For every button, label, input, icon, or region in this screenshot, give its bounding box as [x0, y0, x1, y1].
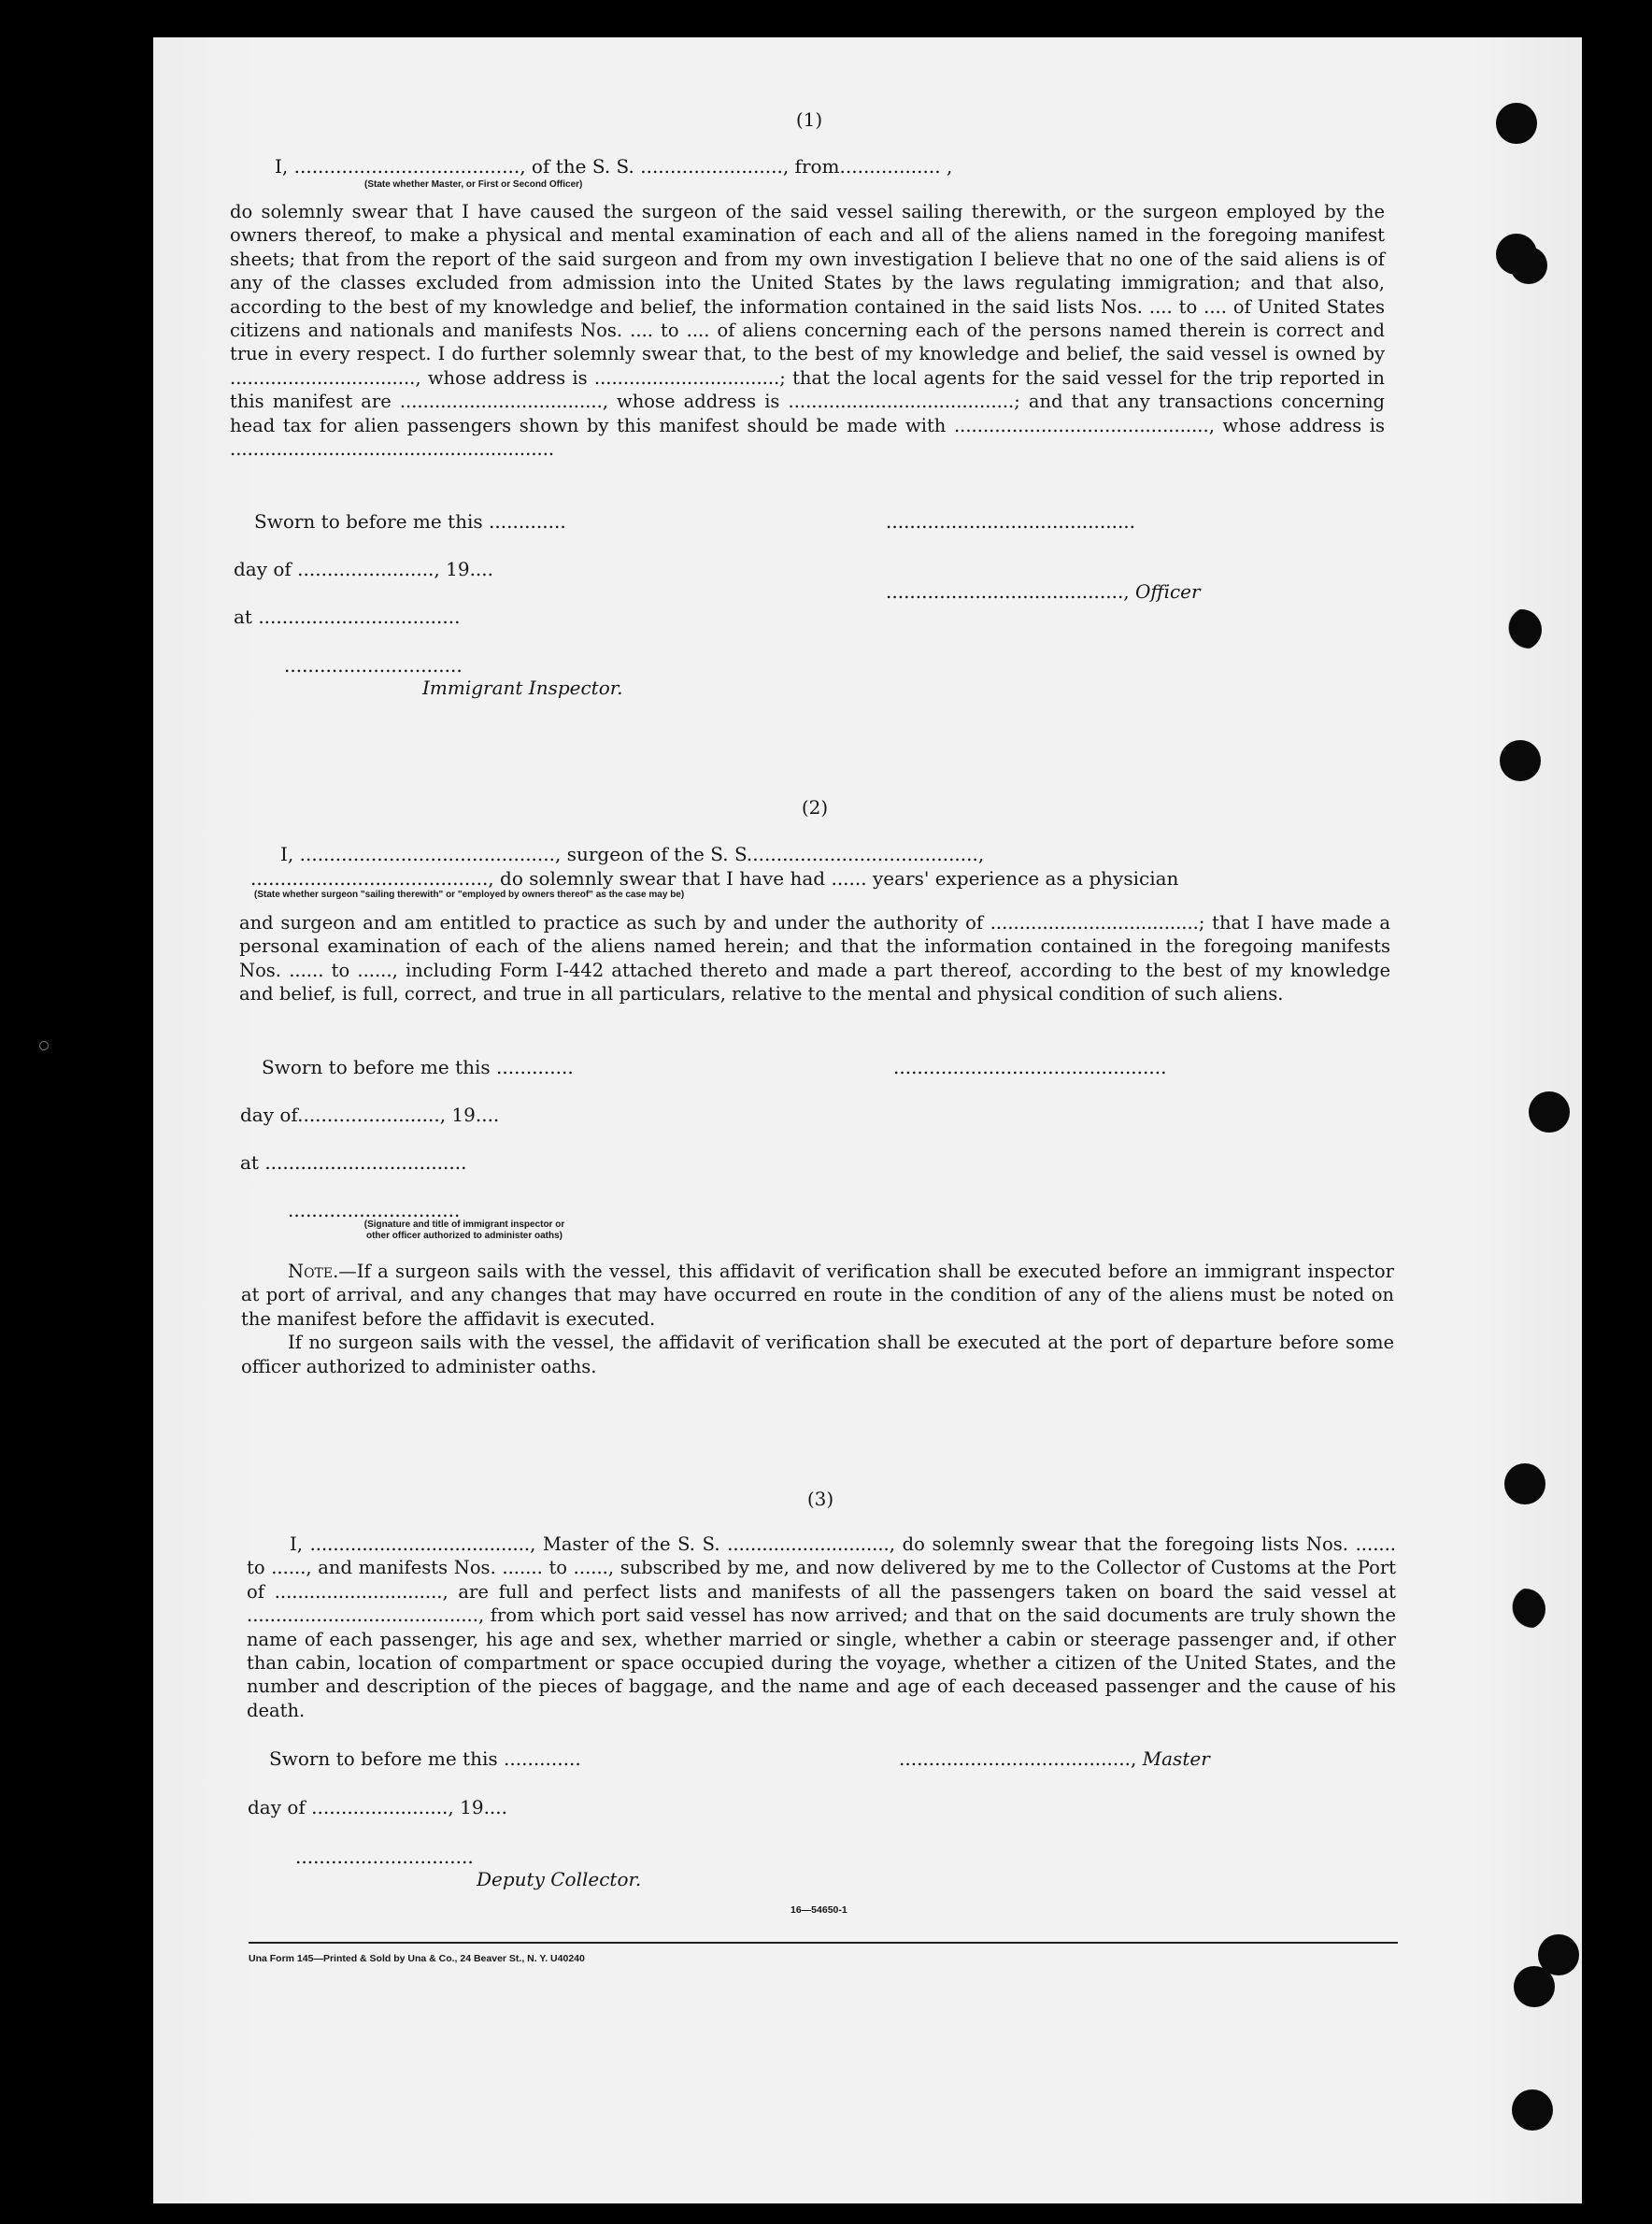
- master-label: Master: [1142, 1747, 1210, 1770]
- section2-signature-note: (Signature and title of immigrant inspector or other officer authorized to administer oaths): [363, 1219, 565, 1241]
- section3-affidavit-text: I, ......................................, Master of the S. S. ............................, do solemnly swear that the foregoing lists Nos. ....... to ......, and manifests Nos. ....... to ......, subscribed by me, and now delivered by me to the Collector of Customs at the Port of ............................., are full and perfect lists and manifests of all the passengers taken on board the said vessel at ........................................, from which port said vessel has now arrived; and that on the said documents are truly shown the name of each passenger, his age and sex, whether married or single, whether a cabin or steerage passenger and, if other than cabin, location of compartment or space occupied during the voyage, whether a citizen of the United States, and the number and description of the pieces of baggage, and the name and age of each deceased passenger and the cause of his death.: [247, 1533, 1396, 1721]
- section1-day: day of ......................., 19....: [234, 558, 493, 580]
- section1-officer-line: ........................................, Officer: [886, 580, 1201, 603]
- section-number: (3): [806, 1488, 834, 1510]
- declarant-line: I, ......................................, of the S. S. ........................, from................. ,: [275, 155, 953, 178]
- binder-hole: [1500, 740, 1541, 781]
- section2-affidavit-text: and surgeon and am entitled to practice as such by and under the authority of ....................................; that I have made a personal examination of each of the aliens named herein; and that the information contained in the foregoing manifests Nos. ...... to ......, including Form I-442 attached thereto and made a part thereof, according to the best of my knowledge and belief, is full, correct, and true in all particulars, relative to the mental and physical condition of such aliens.: [239, 912, 1390, 1005]
- section3-master-line: ......................................., Master: [899, 1747, 1210, 1770]
- section3-collector-label: Deputy Collector.: [477, 1868, 642, 1890]
- printer-imprint: Una Form 145—Printed & Sold by Una & Co., 24 Beaver St., N. Y. U40240: [249, 1953, 585, 1964]
- binder-hole: [1501, 609, 1542, 650]
- section1-signature-line: ..........................................: [886, 510, 1136, 533]
- binder-hole: [1496, 103, 1537, 144]
- officer-label: Officer: [1135, 580, 1201, 603]
- binder-hole: [1514, 1966, 1555, 2007]
- section2-inspector-dots: .............................: [288, 1199, 461, 1221]
- section2-day: day of........................, 19....: [240, 1104, 500, 1126]
- section2-sworn: Sworn to before me this .............: [262, 1056, 574, 1078]
- section-number: (2): [801, 796, 829, 819]
- section1-sworn: Sworn to before me this .............: [254, 510, 566, 533]
- binder-hole: [1510, 247, 1547, 284]
- binder-hole: [1504, 1463, 1545, 1504]
- declarant-note: (State whether Master, or First or Second Officer): [364, 179, 583, 190]
- footer-rule: [249, 1942, 1398, 1944]
- scan-speck: [37, 1039, 50, 1052]
- section1-at: at ..................................: [234, 606, 461, 628]
- section1-inspector-dots: ..............................: [284, 654, 463, 677]
- section2-signature-line: ..............................................: [893, 1056, 1167, 1078]
- section1-affidavit-text: do solemnly swear that I have caused the surgeon of the said vessel sailing therewith, or the surgeon employed by the owners thereof, to make a physical and mental examination of each and all of the aliens named in the foregoing manifest sheets; that from the report of the said surgeon and from my own investigation I believe that no one of the said aliens is of any of the classes excluded from admission into the United States by the laws regulating immigration; and that also, according to the best of my knowledge and belief, the information contained in the said lists Nos. .... to .... of United States citizens and nationals and manifests Nos. .... to .... of aliens concerning each of the persons named therein is correct and true in every respect. I do further solemnly swear that, to the best of my knowledge and belief, the said vessel is owned by ................................, whose address is ................................; that the local agents for the said vessel for the trip reported in this manifest are ..................................., whose address is .......................................; and that any transactions concerning head tax for alien passengers shown by this manifest should be made with ............................................, whose address is ........................................................: [230, 201, 1385, 461]
- section3-sworn: Sworn to before me this .............: [269, 1747, 581, 1770]
- binder-hole: [1504, 1589, 1545, 1630]
- section-number: (1): [795, 108, 823, 131]
- binder-hole: [1512, 2089, 1553, 2131]
- note-heading: Note.: [288, 1261, 339, 1282]
- binder-hole: [1529, 1091, 1570, 1133]
- section3-collector-dots: ..............................: [295, 1846, 474, 1868]
- form-code: 16—54650-1: [790, 1904, 847, 1916]
- surgeon-note: (State whether surgeon "sailing therewith" or "employed by owners thereof" as the case may be): [254, 890, 685, 900]
- section2-note: Note.—If a surgeon sails with the vessel, this affidavit of verification shall be executed before an immigrant inspector at port of arrival, and any changes that may have occurred en route in the condition of any of the aliens must be noted on the manifest before the affidavit is executed. If no surgeon sails with the vessel, the affidavit of verification shall be executed at the port of departure before some officer authorized to administer oaths.: [241, 1261, 1394, 1377]
- section3-day: day of ......................., 19....: [248, 1796, 507, 1818]
- section1-inspector-label: Immigrant Inspector.: [422, 677, 623, 699]
- section2-at: at ..................................: [240, 1151, 467, 1174]
- surgeon-line: I, ..........................................., surgeon of the S. S.......................................,: [280, 843, 985, 865]
- surgeon-line-2: ........................................, do solemnly swear that I have had ...... years' experience as a physician: [250, 867, 1179, 890]
